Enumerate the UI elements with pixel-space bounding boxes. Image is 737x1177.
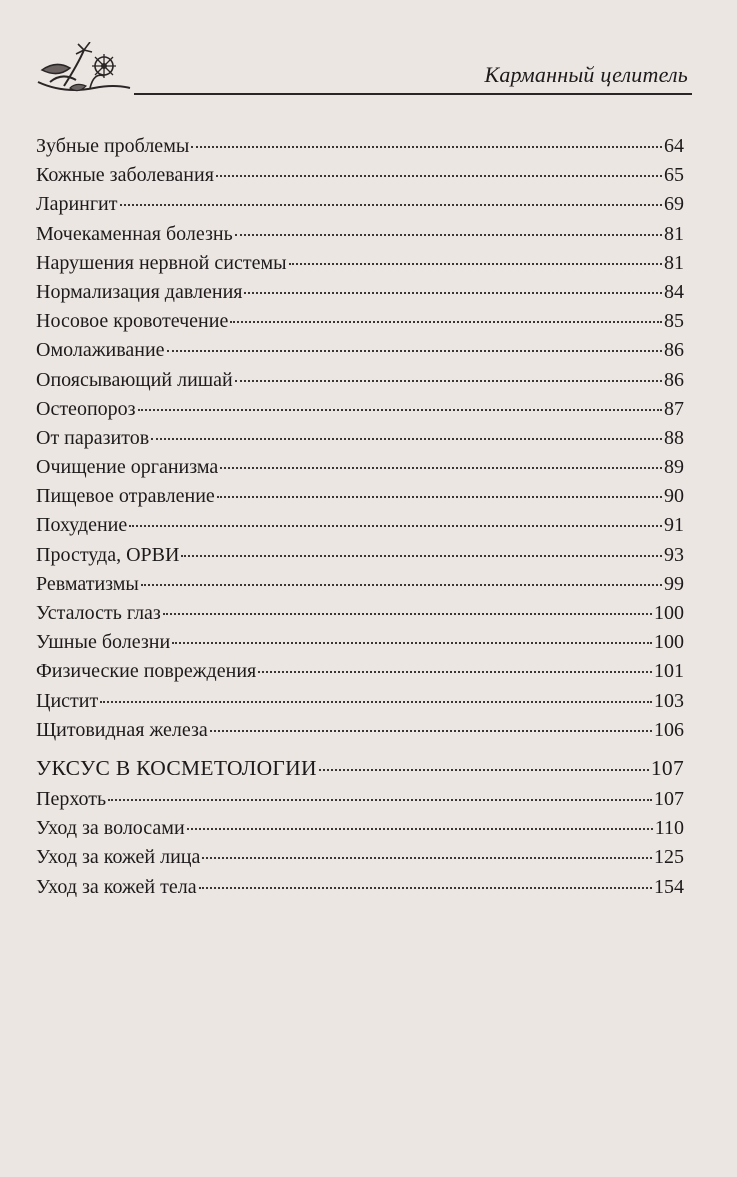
- entry-title: Очищение организма: [36, 456, 219, 479]
- entry-page-number: 90: [664, 485, 684, 508]
- entry-page-number: 81: [664, 251, 684, 274]
- dot-leader: [138, 409, 662, 411]
- dot-leader: [141, 584, 662, 586]
- entry-title: Пищевое отравление: [36, 485, 215, 508]
- dot-leader: [163, 613, 652, 615]
- entry-title: Перхоть: [36, 787, 107, 810]
- dot-leader: [217, 496, 662, 498]
- entry-page-number: 64: [664, 135, 684, 157]
- dot-leader: [181, 555, 662, 557]
- section-page-number: 107: [650, 755, 684, 780]
- toc-entry: [36, 843, 684, 872]
- toc-entries: [36, 132, 684, 745]
- toc-entry: [36, 132, 684, 161]
- section-title: УКСУС В КОСМЕТОЛОГИИ: [36, 755, 317, 780]
- entry-title: Зубные проблемы: [36, 135, 190, 157]
- entry-title: Ларингит: [36, 193, 118, 216]
- toc-entry: [36, 336, 684, 365]
- header-rule: [134, 93, 692, 95]
- dot-leader: [100, 701, 652, 703]
- toc-entry: [36, 366, 684, 395]
- toc-entry: [36, 657, 684, 686]
- entry-title: Ушные болезни: [36, 631, 171, 654]
- entry-page-number: 86: [664, 368, 684, 391]
- entry-page-number: 101: [654, 660, 684, 683]
- toc-entry: [36, 482, 684, 511]
- toc-entry: [36, 424, 684, 453]
- dot-leader: [235, 234, 662, 236]
- entry-page-number: 107: [654, 787, 684, 810]
- dot-leader: [289, 263, 662, 265]
- entry-title: Простуда, ОРВИ: [36, 543, 180, 566]
- entry-page-number: 93: [664, 543, 684, 566]
- entry-page-number: 99: [664, 572, 684, 595]
- toc-entry: [36, 511, 684, 540]
- entry-title: Похудение: [36, 514, 128, 537]
- entry-title: Омолаживание: [36, 339, 165, 362]
- entry-title: Опоясывающий лишай: [36, 368, 233, 391]
- toc-entry: [36, 570, 684, 599]
- section-entries: [36, 785, 684, 902]
- dot-leader: [191, 146, 662, 148]
- entry-title: Нормализация давления: [36, 280, 243, 303]
- toc-entry: [36, 249, 684, 278]
- entry-title: Остеопороз: [36, 397, 136, 420]
- entry-title: Уход за кожей тела: [36, 875, 197, 898]
- entry-page-number: 85: [664, 310, 684, 333]
- dot-leader: [187, 828, 653, 830]
- dot-leader: [258, 671, 652, 673]
- entry-page-number: 100: [654, 602, 684, 624]
- entry-title: Усталость глаз: [36, 602, 161, 624]
- table-of-contents: [36, 132, 684, 902]
- entry-page-number: 81: [664, 222, 684, 245]
- toc-section-heading: [36, 753, 684, 785]
- entry-title: Нарушения нервной системы: [36, 251, 287, 274]
- toc-entry: [36, 278, 684, 307]
- dot-leader: [235, 380, 662, 382]
- dot-leader: [210, 730, 652, 732]
- entry-page-number: 100: [654, 631, 684, 654]
- entry-title: Носовое кровотечение: [36, 310, 229, 333]
- entry-page-number: 91: [664, 514, 684, 537]
- toc-entry: [36, 785, 684, 814]
- toc-entry: [36, 814, 684, 843]
- entry-page-number: 84: [664, 280, 684, 303]
- toc-entry: [36, 716, 684, 745]
- entry-page-number: 125: [654, 846, 684, 869]
- entry-page-number: 69: [664, 193, 684, 216]
- entry-title: Кожные заболевания: [36, 164, 214, 187]
- running-title: Карманный целитель: [484, 62, 688, 87]
- entry-title: Уход за кожей лица: [36, 846, 201, 869]
- toc-entry: [36, 541, 684, 570]
- dot-leader: [319, 769, 649, 771]
- toc-entry: [36, 161, 684, 190]
- toc-entry: [36, 190, 684, 219]
- entry-page-number: 154: [654, 875, 684, 898]
- entry-title: От паразитов: [36, 426, 150, 449]
- dot-leader: [199, 887, 652, 889]
- entry-page-number: 110: [654, 817, 684, 840]
- entry-title: Мочекаменная болезнь: [36, 222, 233, 245]
- entry-page-number: 86: [664, 339, 684, 362]
- entry-title: Физические повреждения: [36, 660, 257, 683]
- entry-page-number: 103: [654, 689, 684, 712]
- dot-leader: [202, 857, 652, 859]
- toc-entry: [36, 687, 684, 716]
- entry-title: Щитовидная железа: [36, 718, 208, 741]
- toc-entry: [36, 873, 684, 902]
- entry-title: Цистит: [36, 689, 99, 712]
- dot-leader: [230, 321, 662, 323]
- entry-page-number: 65: [664, 164, 684, 187]
- dot-leader: [216, 175, 662, 177]
- dot-leader: [120, 204, 663, 206]
- toc-entry: [36, 628, 684, 657]
- entry-page-number: 87: [664, 397, 684, 420]
- dot-leader: [172, 642, 652, 644]
- entry-title: Ревматизмы: [36, 572, 139, 595]
- toc-entry: [36, 453, 684, 482]
- toc-entry: [36, 395, 684, 424]
- dot-leader: [129, 525, 662, 527]
- toc-entry: [36, 599, 684, 628]
- toc-entry: [36, 220, 684, 249]
- dot-leader: [220, 467, 662, 469]
- toc-entry: [36, 307, 684, 336]
- entry-page-number: 89: [664, 456, 684, 479]
- dot-leader: [151, 438, 662, 440]
- entry-page-number: 88: [664, 426, 684, 449]
- page-header: [0, 0, 737, 110]
- cornflower-ornament-icon: [34, 42, 134, 104]
- dot-leader: [167, 350, 662, 352]
- dot-leader: [108, 799, 652, 801]
- entry-page-number: 106: [654, 718, 684, 741]
- entry-title: Уход за волосами: [36, 817, 185, 840]
- dot-leader: [244, 292, 662, 294]
